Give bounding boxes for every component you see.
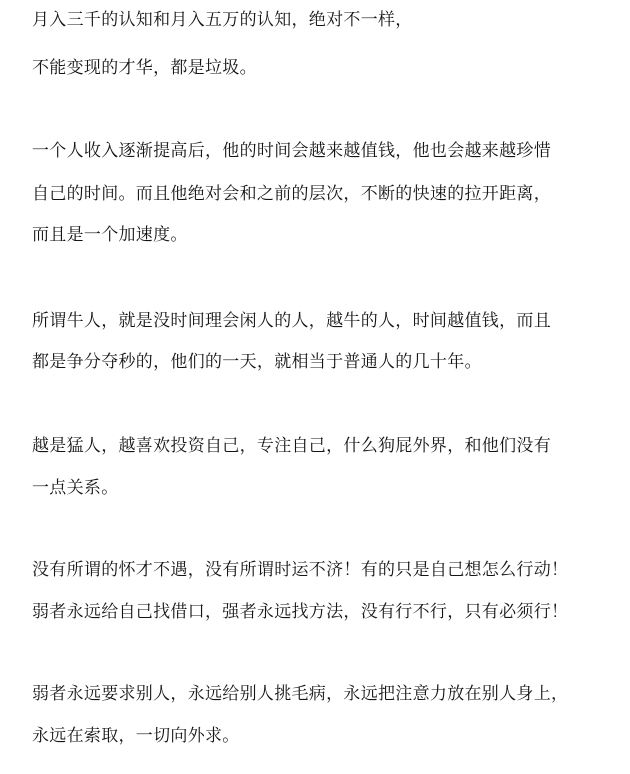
text-line: 弱者永远要求别人，永远给别人挑毛病，永远把注意力放在别人身上， xyxy=(32,684,569,704)
text-line: 不能变现的才华，都是垃圾。 xyxy=(32,58,257,78)
text-line: 永远在索取，一切向外求。 xyxy=(32,726,240,746)
text-line: 一点关系。 xyxy=(32,478,119,498)
text-line: 自己的时间。而且他绝对会和之前的层次，不断的快速的拉开距离， xyxy=(32,184,551,204)
text-line: 而且是一个加速度。 xyxy=(32,225,188,245)
text-line: 没有所谓的怀才不遇，没有所谓时运不济！有的只是自己想怎么行动！ xyxy=(32,560,569,580)
text-line: 月入三千的认知和月入五万的认知，绝对不一样， xyxy=(32,10,413,30)
text-line: 所谓牛人，就是没时间理会闲人的人，越牛的人，时间越值钱，而且 xyxy=(32,311,551,331)
text-line: 一个人收入逐渐提高后，他的时间会越来越值钱，他也会越来越珍惜 xyxy=(32,141,551,161)
text-line: 越是猛人，越喜欢投资自己，专注自己，什么狗屁外界，和他们没有 xyxy=(32,436,551,456)
text-line: 弱者永远给自己找借口，强者永远找方法，没有行不行，只有必须行！ xyxy=(32,602,569,622)
text-line: 都是争分夺秒的，他们的一天，就相当于普通人的几十年。 xyxy=(32,352,482,372)
